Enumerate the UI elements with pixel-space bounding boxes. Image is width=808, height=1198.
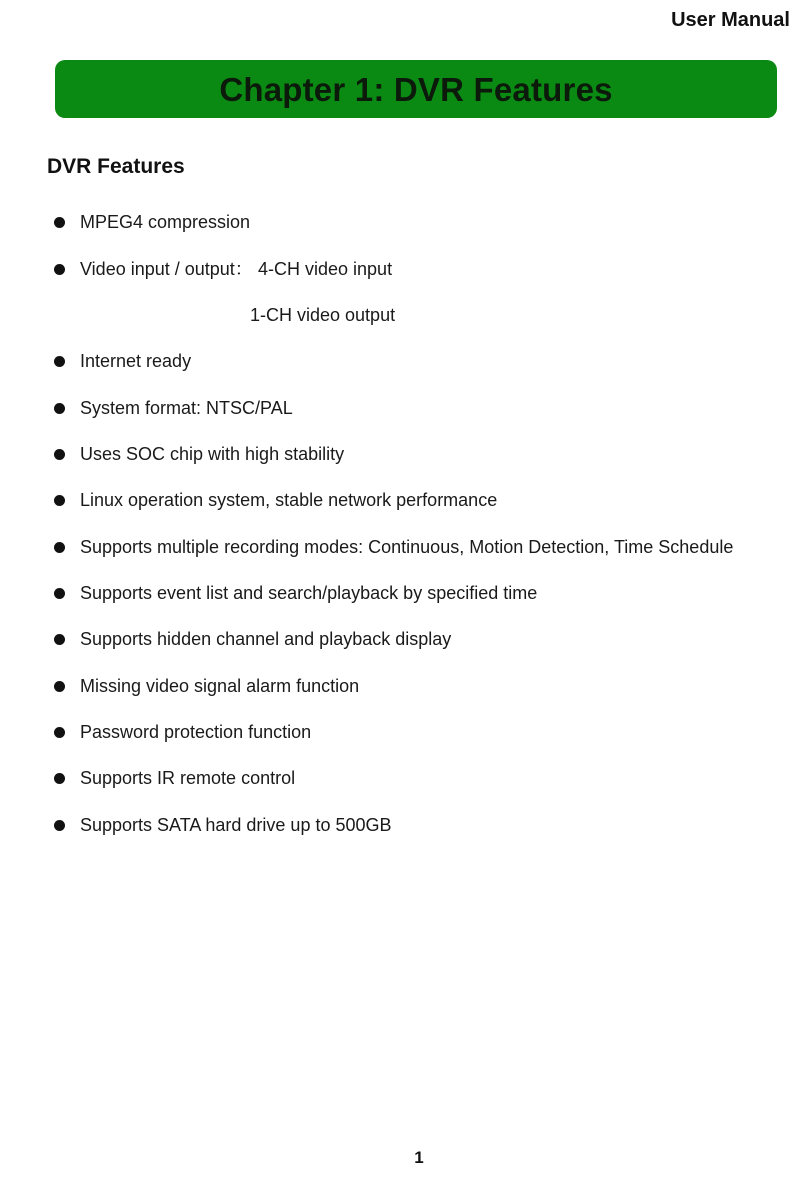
feature-item <box>0 442 808 466</box>
bullet-icon <box>54 542 65 553</box>
feature-text: Supports SATA hard drive up to 500GB <box>80 815 392 835</box>
feature-item <box>0 766 808 790</box>
bullet-icon <box>54 588 65 599</box>
feature-continuation: 1-CH video output <box>250 305 396 325</box>
feature-text: Missing video signal alarm function <box>80 676 360 696</box>
feature-item <box>0 720 808 744</box>
bullet-icon <box>54 634 65 645</box>
chapter-banner <box>55 60 777 118</box>
section-heading: DVR Features <box>47 155 185 178</box>
feature-text: Supports IR remote control <box>80 768 296 788</box>
feature-item <box>0 210 808 234</box>
feature-item <box>0 674 808 698</box>
bullet-icon <box>54 264 65 275</box>
feature-item <box>0 396 808 420</box>
feature-text: Supports multiple recording modes: Continuous, Motion Detection, Time Schedule <box>80 537 734 557</box>
bullet-icon <box>54 727 65 738</box>
bullet-icon <box>54 495 65 506</box>
feature-value: 4-CH video input <box>258 259 393 279</box>
chapter-title: Chapter 1: DVR Features <box>219 71 613 108</box>
feature-item <box>0 257 808 281</box>
feature-text: System format: NTSC/PAL <box>80 398 293 418</box>
feature-text: Password protection function <box>80 722 312 742</box>
feature-item <box>0 488 808 512</box>
bullet-icon <box>54 681 65 692</box>
feature-text: MPEG4 compression <box>80 212 251 232</box>
feature-item <box>0 627 808 651</box>
feature-item <box>0 535 808 559</box>
feature-item <box>0 349 808 373</box>
feature-text: Video input / output： <box>80 259 253 279</box>
bullet-icon <box>54 449 65 460</box>
bullet-icon <box>54 356 65 367</box>
feature-item <box>0 813 808 837</box>
bullet-icon <box>54 820 65 831</box>
feature-text: Supports hidden channel and playback display <box>80 629 452 649</box>
feature-text: Internet ready <box>80 351 192 371</box>
bullet-icon <box>54 403 65 414</box>
document-header-label: User Manual <box>671 9 790 31</box>
feature-text: Linux operation system, stable network performance <box>80 490 498 510</box>
bullet-icon <box>54 773 65 784</box>
bullet-icon <box>54 217 65 228</box>
feature-text: Uses SOC chip with high stability <box>80 444 345 464</box>
feature-item <box>0 581 808 605</box>
page-number: 1 <box>414 1148 424 1167</box>
feature-text: Supports event list and search/playback by specified time <box>80 583 538 603</box>
